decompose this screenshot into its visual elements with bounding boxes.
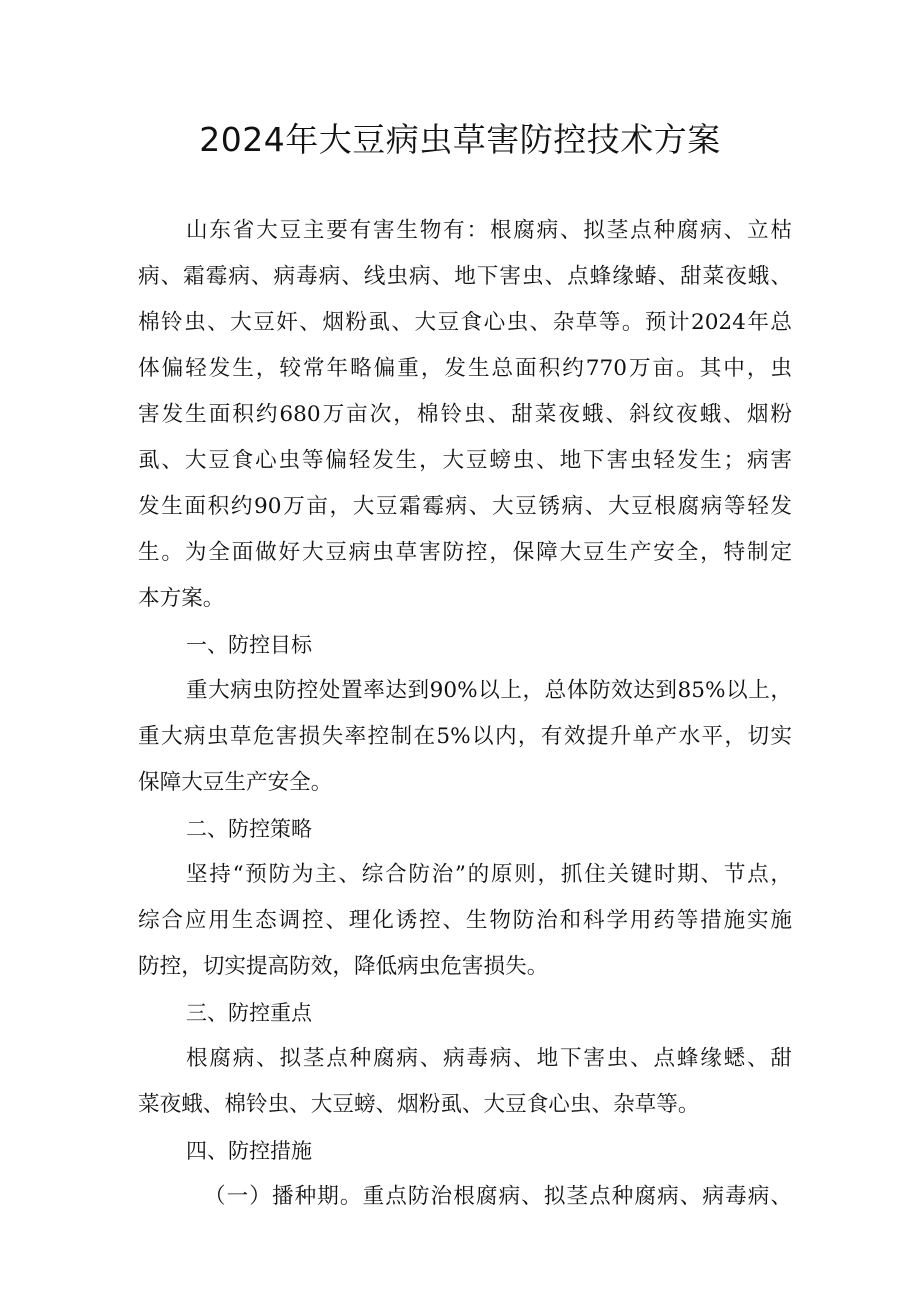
document-title: 2024年大豆病虫草害防控技术方案 (199, 120, 721, 159)
section-heading-goals: 一、防控目标 (186, 633, 312, 657)
intro-line-5: 害发生面积约680万亩次，棉铃虫、甜菜夜蛾、斜纹夜蛾、烟粉 (138, 402, 792, 427)
key-targets-line-2: 菜夜蛾、棉铃虫、大豆螃、烟粉虱、大豆食心虫、杂草等。 (138, 1092, 700, 1117)
intro-line-4: 体偏轻发生，较常年略偏重，发生总面积约770万亩。其中，虫 (138, 356, 792, 381)
intro-line-7: 发生面积约90万亩，大豆霜霉病、大豆锈病、大豆根腐病等轻发 (138, 494, 792, 519)
intro-line-2: 病、霜霉病、病毒病、线虫病、地下害虫、点蜂缘蝽、甜菜夜蛾、 (138, 264, 792, 289)
strategy-line-3: 防控，切实提高防效，降低病虫危害损失。 (138, 954, 549, 979)
strategy-line-2: 综合应用生态调控、理化诱控、生物防治和科学用药等措施实施 (138, 908, 792, 933)
strategy-line-1: 坚持“预防为主、综合防治”的原则，抓住关键时期、节点， (186, 862, 792, 887)
intro-line-3: 棉铃虫、大豆奸、烟粉虱、大豆食心虫、杂草等。预计2024年总 (138, 310, 792, 335)
section-heading-strategy: 二、防控策略 (186, 817, 312, 841)
goals-line-1: 重大病虫防控处置率达到90%以上，总体防效达到85%以上， (186, 678, 792, 703)
measures-line-1: （一）播种期。重点防治根腐病、拟茎点种腐病、病毒病、 (204, 1184, 792, 1209)
intro-line-8: 生。为全面做好大豆病虫草害防控，保障大豆生产安全，特制定 (138, 540, 792, 565)
document-body (138, 208, 792, 1220)
key-targets-line-1: 根腐病、拟茎点种腐病、病毒病、地下害虫、点蜂缘蟋、甜 (186, 1046, 792, 1071)
section-heading-measures: 四、防控措施 (186, 1139, 312, 1163)
section-heading-key-targets: 三、防控重点 (186, 1001, 312, 1025)
intro-line-1: 山东省大豆主要有害生物有：根腐病、拟茎点种腐病、立枯 (186, 218, 792, 243)
intro-line-9: 本方案。 (138, 586, 225, 611)
intro-line-6: 虱、大豆食心虫等偏轻发生，大豆螃虫、地下害虫轻发生；病害 (138, 448, 792, 473)
goals-line-2: 重大病虫草危害损失率控制在5%以内，有效提升单产水平，切实 (138, 724, 792, 749)
goals-line-3: 保障大豆生产安全。 (138, 770, 333, 795)
